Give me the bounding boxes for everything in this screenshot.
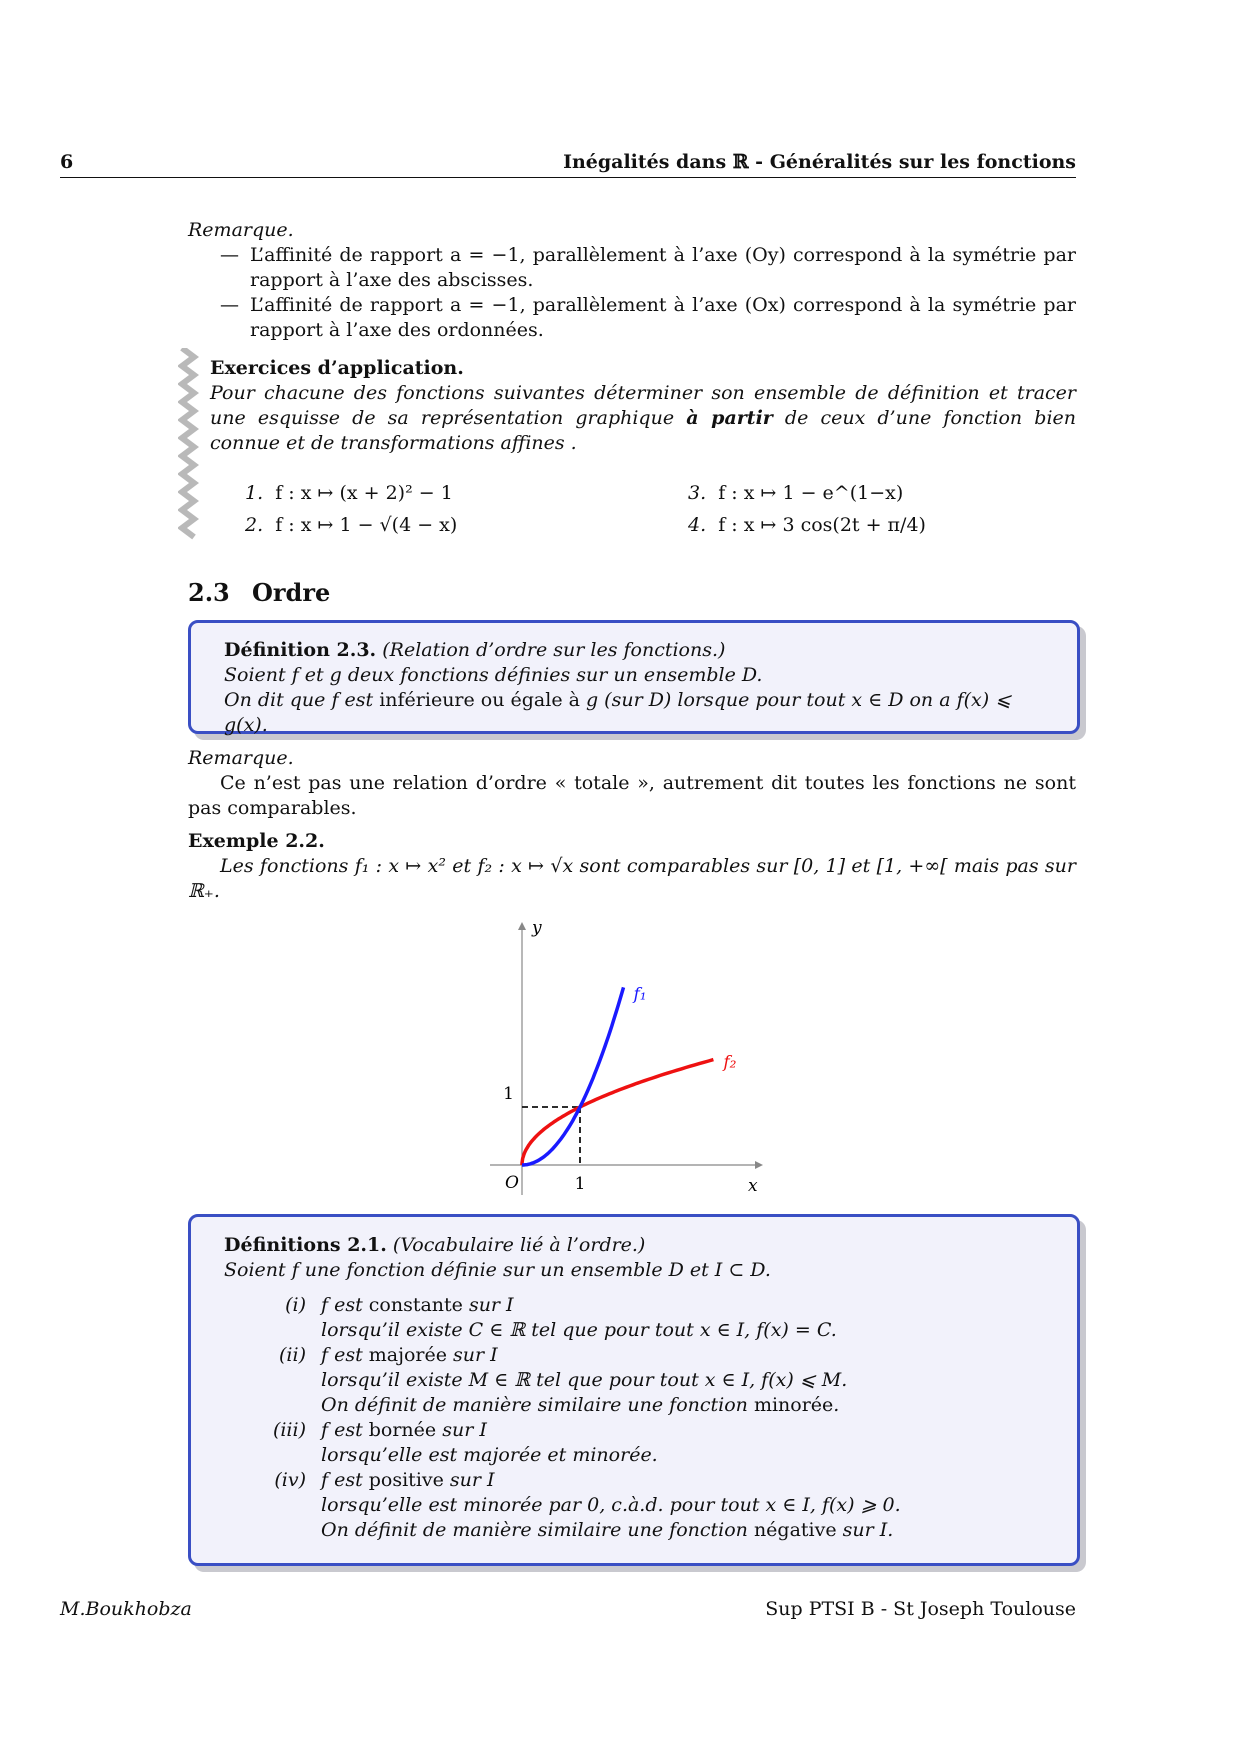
curve-f1 [522,987,624,1165]
curve-label-f1: f₁ [633,984,647,1005]
remark-1 [188,218,1076,343]
page-number: 6 [60,151,74,173]
definition-2-3-box [188,620,1080,734]
exercise-block [210,356,1076,456]
header-rule [60,177,1076,178]
definition-item-constante: (i) f est constante sur I lorsqu’il existe C ∈ ℝ tel que pour tout x ∈ I, f(x) = C. [285,1294,837,1341]
x-axis-label: x [748,1176,758,1196]
function-plot [480,910,780,1200]
exercise-item: 4. f : x ↦ 3 cos(2t + π/4) [688,514,926,536]
remark-1-item: — L’affinité de rapport a = −1, parallèlement à l’axe (Ox) correspond à la symétrie par rapport à l’axe des ordonnées. [220,294,1076,341]
example-2-2-label: Exemple 2.2. [188,830,325,852]
exercise-title: Exercices d’application. [210,357,464,379]
x-tick-label: 1 [574,1174,586,1194]
definition-2-3-line2: On dit que f est inférieure ou égale à g (sur D) lorsque pour tout x ∈ D on a f(x) ⩽ g(x). [224,689,1012,736]
exercise-text: Pour chacune des fonctions suivantes déterminer son ensemble de définition et tracer une esquisse de sa représentation graphique à partir de ceux d’une fonction bien connue et de transformations affines . [210,382,1076,454]
exercise-item: 2. f : x ↦ 1 − √(4 − x) [245,514,458,536]
remark-2-title: Remarque. [188,747,294,769]
origin-label: O [505,1173,519,1193]
section-title: Ordre [252,578,331,607]
definition-item-positive: (iv) f est positive sur I lorsqu’elle est minorée par 0, c.à.d. pour tout x ∈ I, f(x) ⩾ 0. On définit de manière similaire une fonction négative sur I. [274,1469,901,1541]
remark-1-item: — L’affinité de rapport a = −1, parallèlement à l’axe (Oy) correspond à la symétrie par rapport à l’axe des abscisses. [220,244,1076,291]
running-title: Inégalités dans ℝ - Généralités sur les fonctions [563,151,1076,173]
section-heading [188,580,330,605]
definitions-2-1-heading: Définitions 2.1. (Vocabulaire lié à l’ordre.) [224,1234,646,1256]
curve-label-f2: f₂ [723,1052,737,1073]
definition-item-bornee: (iii) f est bornée sur I lorsqu’elle est majorée et minorée. [272,1419,658,1466]
definitions-2-1-intro: Soient f une fonction définie sur un ensemble D et I ⊂ D. [224,1259,771,1281]
exercise-item: 3. f : x ↦ 1 − e^(1−x) [688,482,904,504]
definitions-2-1-box [188,1214,1080,1566]
example-2-2-text: Les fonctions f₁ : x ↦ x² et f₂ : x ↦ √x sont comparables sur [0, 1] et [1, +∞[ mais pas sur ℝ₊. [188,855,1076,902]
y-tick-label: 1 [503,1084,514,1104]
exercise-zigzag-border [178,348,202,544]
definition-2-3-heading: Définition 2.3. (Relation d’ordre sur les fonctions.) [224,639,726,661]
footer-author: M.Boukhobza [60,1598,192,1620]
y-axis-label: y [532,918,542,938]
remark-1-title: Remarque. [188,219,294,241]
footer-class: Sup PTSI B - St Joseph Toulouse [765,1598,1076,1620]
exercise-item: 1. f : x ↦ (x + 2)² − 1 [245,482,453,504]
exercise-list [210,481,1076,541]
remark-2 [188,746,1076,821]
y-axis-arrow-icon [518,922,526,930]
definition-2-3-line1: Soient f et g deux fonctions définies sur un ensemble D. [224,664,763,686]
example-2-2 [188,829,1076,904]
section-number: 2.3 [188,578,230,607]
definition-item-majoree: (ii) f est majorée sur I lorsqu’il existe M ∈ ℝ tel que pour tout x ∈ I, f(x) ⩽ M. On définit de manière similaire une fonction minorée. [279,1344,848,1416]
remark-2-text: Ce n’est pas une relation d’ordre « totale », autrement dit toutes les fonctions ne sont pas comparables. [188,772,1076,819]
x-axis-arrow-icon [755,1161,763,1169]
